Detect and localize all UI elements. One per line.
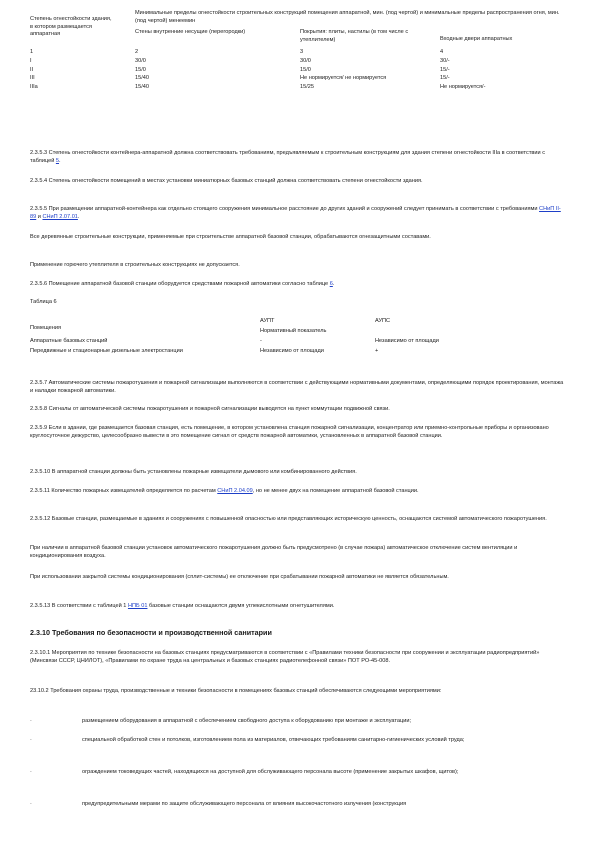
list-item-text: специальной обработкой стен и потолков, изготовлением пола из материалов, отвечающих требованиям санитарно-гигиенических условий труда; [82, 737, 465, 743]
table-row [30, 348, 470, 356]
table-cell: Независимо от площади [375, 338, 439, 345]
table-index-cell: 2 [135, 48, 139, 55]
paragraph-2-3-5-7: 2.3.5.7 Автоматические системы пожаротушения и пожарной сигнализации выполняются в соответствии с действующими нормативными документами, определяющими порядок проектирования, монтажа и наладки пожарной автоматики. [30, 380, 564, 394]
list-item-text: ограждением токоведущих частей, находящихся на доступной для обслуживающего персонала высоте (применение закрытых шкафов, щитов); [82, 769, 459, 775]
paragraph-2-3-5-9: 2.3.5.9 Если в здании, где размещается базовая станция, есть помещение, в котором установлена станция пожарной сигнализации, концентратор или приемно-контрольные приборы и организовано круглосуточное дежурство, целесообразно вывести в это помещение сигнал от средств пожарной автоматики, установленных в аппаратной базовой станции. [30, 425, 549, 439]
paragraph-2-3-5-6: 2.3.5.6 Помещение аппаратной базовой станции оборудуется средствами пожарной автоматики согласно таблице 6. [30, 281, 335, 287]
table-cell: 15/0 [135, 66, 146, 73]
table-cell: II [30, 66, 34, 73]
npb-01-link[interactable]: НПБ 01 [127, 603, 148, 609]
bullet-marker: · [30, 769, 32, 775]
snip-2-07-01-link[interactable]: СНиП 2.07.01 [42, 213, 78, 220]
table-cell: III [30, 75, 35, 82]
table-cell: Не нормируется/ не нормируется [300, 75, 387, 82]
table-header-degree: Степень огнестойкости здания, в котором размещается аппаратная [30, 16, 112, 38]
paragraph-2-3-5-11: 2.3.5.11 Количество пожарных извещателей определяется по расчетам СНиП 2.04.09, но не менее двух на помещение аппаратной базовой станции. [30, 488, 419, 494]
table-6-caption: Таблица 6 [30, 299, 57, 305]
paragraph-2-3-5-5: 2.3.5.5 При размещении аппаратной-контейнера как отдельно стоящего сооружения минимальное расстояние до других зданий и сооружений следует принимать в соответствии с требованиями СНиП II-89 и СНиП 2.07.01. [30, 206, 561, 220]
paragraph-2-3-5-13: 2.3.5.13 В соответствии с таблицей 1 НПБ 01 базовые станции оснащаются двумя углекислотными огнетушителями. [30, 603, 335, 609]
paragraph-heater: Применение горючего утеплителя в строительных конструкциях не допускается. [30, 262, 240, 268]
list-item-text: предупредительными мерами по защите обслуживающего персонала от влияния высокочастотного излучения (конструкция [82, 801, 407, 807]
table-cell: 15/- [440, 75, 450, 82]
paragraph-2-3-5-4: 2.3.5.4 Степень огнестойкости помещений в местах установки миниатюрных базовых станций должна соответствовать степени огнестойкости здания. [30, 178, 423, 184]
paragraph-split-system: При использовании закрытой системы кондиционирования (сплит-системы) ее отключение при срабатывании пожарной автоматики не является обязательным. [30, 574, 449, 580]
table-cell: 30/- [440, 57, 450, 64]
table-header-walls: Стены внутренние несущие (перегородки) [135, 29, 246, 36]
bullet-marker: · [30, 718, 32, 724]
table6-header-rooms: Помещения [30, 325, 61, 331]
table-cell: 15/40 [135, 84, 149, 91]
table-cell: I [30, 57, 32, 64]
table-6-link[interactable]: 6 [329, 281, 333, 287]
table6-header-aupt: АУПТ [260, 318, 275, 324]
paragraph-2-3-10-1: 2.3.10.1 Мероприятия по технике безопасности на базовых станциях предусматриваются в соответствии с «Правилами техники безопасности при сооружении и эксплуатации радиопредприятий» (Минсвязи СССР, ЦНИЛОТ), «Правилами по охране труда на центральных и базовых станциях радиотелефонной связи» ПОТ РО-45-008. [30, 650, 540, 664]
snip-ii-89-link[interactable]: СНиП II-89 [30, 206, 561, 220]
table-row [30, 338, 470, 348]
fire-automation-table [30, 318, 470, 356]
table-cell: Передвижные и стационарные дизельные электростанции [30, 348, 183, 355]
table-cell: 30/0 [135, 57, 146, 64]
table6-subheader: Нормативный показатель [260, 327, 327, 334]
table-5-link[interactable]: 5 [55, 157, 60, 164]
table-cell: 30/0 [300, 57, 311, 64]
section-heading-2-3-10: 2.3.10 Требования по безопасности и производственной санитарии [30, 628, 272, 637]
table-row [30, 84, 570, 93]
paragraph-2-3-5-10: 2.3.5.10 В аппаратной станции должны быть установлены пожарные извещатели дымового или комбинированного действия. [30, 469, 357, 475]
table-index-cell: 3 [300, 48, 304, 55]
paragraph-2-3-5-8: 2.3.5.8 Сигналы от автоматической системы пожаротушения и пожарной сигнализации выводятся на пункт коммутации подвижной связи. [30, 406, 390, 412]
table-row [30, 58, 570, 67]
table-cell: 15/0 [300, 66, 311, 73]
table-cell: Независимо от площади [260, 348, 324, 355]
fire-resistance-table [30, 10, 570, 93]
snip-2-04-09-link[interactable]: СНиП 2.04.09 [217, 488, 253, 494]
list-item-text: размещением оборудования в аппаратной с обеспечением свободного доступа к оборудованию при монтаже и эксплуатации; [82, 718, 412, 724]
table-header-group: Минимальные пределы огнестойкости строительных конструкций помещения аппаратной, мин. (под чертой) и минимальные пределы распространения огня, мин. (под чертой) менеемин [135, 10, 560, 24]
table-cell: - [260, 338, 262, 345]
table-cell: Не нормируется/- [440, 84, 486, 91]
table-cell: Аппаратные базовых станций [30, 338, 108, 345]
table-cell: 15/- [440, 66, 450, 73]
paragraph-auto-shutdown: При наличии в аппаратной базовой станции установок автоматического пожаротушения должно быть предусмотрено (в случае пожара) автоматическое отключение систем вентиляции и кондиционирования воздуха. [30, 545, 518, 559]
table-index-cell: 1 [30, 48, 34, 55]
table-row [30, 75, 570, 84]
paragraph-2-3-5-12: 2.3.5.12 Базовые станции, размещаемые в зданиях и сооружениях с повышенной опасностью или представляющих историческую ценность, оснащаются системой автоматического пожаротушения. [30, 516, 547, 522]
bullet-marker: · [30, 801, 32, 807]
table-header-roofs: Покрытия: плиты, настилы (в том числе с утеплителем) [300, 29, 409, 44]
table-cell: + [375, 348, 379, 355]
paragraph-2-3-5-3: 2.3.5.3 Степень огнестойкости контейнера-аппаратной должна соответствовать требованиям, предъявляемым к строительным конструкциям для здания степени огнестойкости IIIа в соответствии с таблицей 5. [30, 150, 545, 164]
table-header-doors: Входные двери аппаратных [440, 36, 513, 43]
paragraph-2-3-10-2: 23.10.2 Требования охраны труда, производственные и техники безопасности в помещениях базовых станций обеспечиваются следующими мероприятиями: [30, 688, 442, 694]
table-cell: 15/40 [135, 75, 149, 82]
table-index-cell: 4 [440, 48, 444, 55]
bullet-marker: · [30, 737, 32, 743]
table-row [30, 67, 570, 76]
paragraph-wooden-constructions: Все деревянные строительные конструкции, применяемые при строительстве аппаратной базовой станции, обрабатываются огнезащитными составами. [30, 234, 431, 240]
table-cell: 15/25 [300, 84, 314, 91]
table-cell: IIIа [30, 84, 38, 91]
table6-header-aups: АУПС [375, 318, 391, 324]
